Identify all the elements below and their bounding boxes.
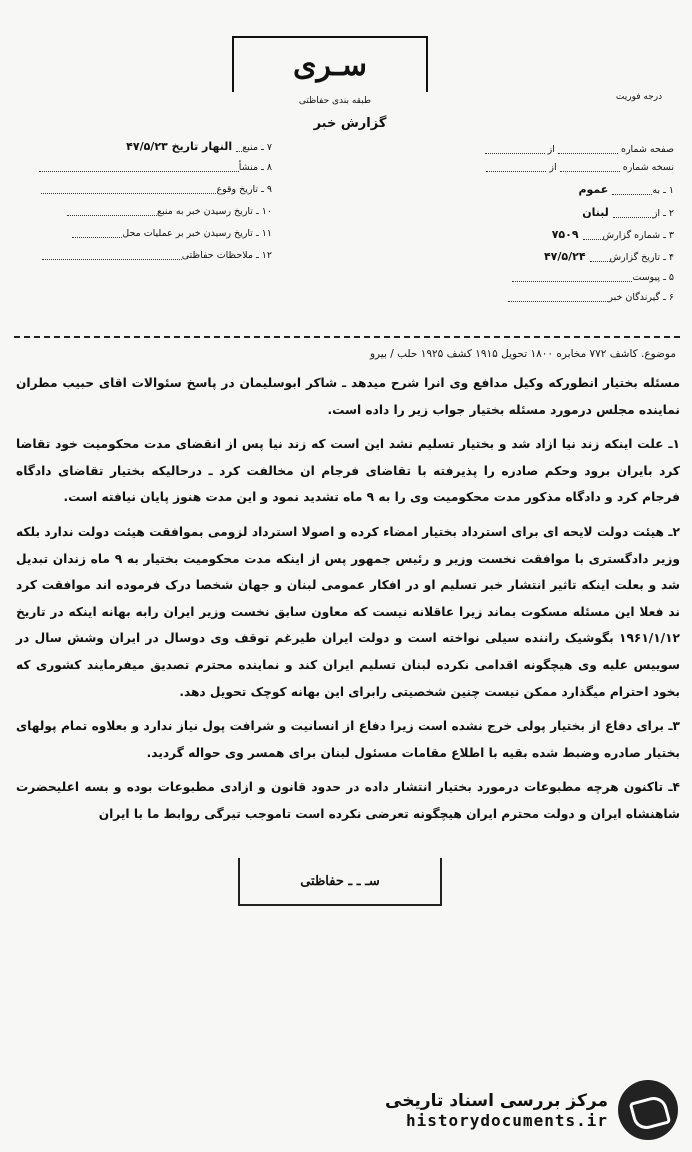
dotted-line — [558, 145, 618, 154]
organization-name: مرکز بررسی اسناد تاریخی — [385, 1090, 608, 1111]
body-paragraph: ۴ـ تاکنون هرچه مطبوعات درمورد بختیار انتشار داده در حدود قانون و ازادی مطبوعات بوده و بسه اعلیحضرت شاهنشاه ایران و دولت محترم ایران هیچگونه تعرضی نکرده است تاموجب تیرگی روابط ما با ایران — [16, 780, 680, 821]
field-to — [578, 183, 674, 196]
body-paragraph: ۱ـ علت اینکه زند نیا ازاد شد و بختیار تسلیم نشد این است که زند نیا پس از انقضای مدت محکومیت خود تقاضا کرد بایران برود وحکم صادره را پذیرفته با تقاضای فرجام ان مخالفت کرد ـ درحالیکه بختیار تقاضای دادگاه فرجام کرد و دادگاه مذکور مدت محکومیت وی را به ۹ ماه تشدید نمود و این مدت هنوز پایان نیافته است. — [16, 437, 680, 505]
field-label: ۱ ـ به — [652, 185, 674, 196]
field-source — [126, 140, 272, 153]
field-label: ۱۱ ـ تاریخ رسیدن خبر بر عملیات محل — [122, 228, 272, 239]
dotted-line — [42, 251, 182, 260]
dotted-line — [508, 293, 608, 302]
dotted-line — [583, 231, 603, 240]
dotted-line — [39, 163, 239, 172]
document-body — [16, 370, 680, 836]
dotted-line — [612, 186, 652, 195]
report-title: گزارش خبر — [313, 116, 387, 131]
dotted-line — [590, 253, 610, 262]
priority-label: درجه فوریت — [615, 92, 663, 102]
field-label: ۹ ـ تاریخ وقوع — [216, 184, 272, 195]
field-label: ۴ ـ تاریخ گزارش — [609, 252, 674, 263]
dotted-line — [613, 209, 653, 218]
field-label: صفحه شماره — [620, 144, 674, 155]
field-recipients — [508, 292, 674, 303]
dotted-line — [41, 185, 216, 194]
classification-subtitle: طبقه بندی حفاظتی — [298, 96, 372, 106]
website-url[interactable]: historydocuments.ir — [405, 1110, 608, 1130]
field-value: ۷۵۰۹ — [551, 228, 579, 241]
field-label: نسخه شماره — [622, 162, 674, 173]
dotted-line — [485, 145, 545, 154]
field-source-received-date — [67, 206, 272, 217]
field-report-date — [544, 250, 674, 263]
field-occurrence-date — [41, 184, 272, 195]
classification-stamp: سـری — [232, 36, 428, 92]
field-value: النهار تاریخ ۴۷/۵/۲۳ — [126, 140, 233, 153]
field-label: ۸ ـ منشأ — [238, 162, 272, 173]
field-security-notes — [42, 250, 272, 261]
footer-text — [385, 1091, 608, 1130]
section-divider — [14, 336, 680, 338]
field-value: عموم — [578, 183, 609, 196]
field-label: ۱۰ ـ تاریخ رسیدن خبر به منبع — [157, 206, 272, 217]
field-value: لبنان — [582, 206, 609, 219]
field-label: ۳ ـ شماره گزارش — [602, 230, 674, 241]
dotted-line — [512, 273, 632, 282]
archive-logo-icon — [618, 1080, 678, 1140]
dotted-line — [67, 207, 157, 216]
field-value: از — [549, 162, 557, 173]
field-page-number — [485, 144, 674, 155]
field-from — [582, 206, 674, 219]
field-label: ۱۲ ـ ملاحظات حفاظتی — [181, 250, 272, 261]
field-copy-number — [486, 162, 674, 173]
dotted-line — [72, 229, 122, 238]
footer-watermark — [385, 1080, 678, 1140]
field-value: ۴۷/۵/۲۴ — [543, 250, 586, 263]
field-value: از — [547, 144, 555, 155]
body-paragraph: ۲ـ هیئت دولت لایحه ای برای استرداد بختیار امضاء کرده و اصولا استرداد لزومی بموافقت هیئت دولت ندارد بلکه وزیر دادگستری با موافقت نخست وزیر و رئیس جمهور پس از اینکه مدت محکومیت بختیار به ۹ ماه زندان تبدیل شد و بعلت اینکه تاثیر انتشار خبر تسلیم او در افکار عمومی لبنان و جهان شخصا درک فرموده اند موافقت کرد ند فعلا این مسئله مسکوت بماند زیرا عاقلانه نیست که معاون سابق نخست وزیر ایران رابه بهانه اینکه در تاریخ ۱۹۶۱/۱/۱۲ بگوشیک راننده سیلی نواخته است و دولت ایران طیرغم توقف وی دوسال در ایران وشش سال در سوییس علیه وی هیچگونه اقدامی نکرده لبنان تسلیم ایران کند و نماینده محترم تصدیق میفرمایند کشوری که بخود احترام میگذارد ممکن نیست چنین شخصیتی رابرای این بهانه کوچک تحویل دهد. — [16, 524, 680, 699]
dotted-line — [560, 163, 620, 172]
field-operations-received-date — [72, 228, 272, 239]
dotted-line — [486, 163, 546, 172]
field-label: ۲ ـ از — [652, 208, 674, 219]
field-origin — [39, 162, 272, 173]
field-report-number — [552, 228, 674, 241]
field-attachment — [512, 272, 674, 283]
field-label: ۷ ـ منبع — [242, 142, 272, 153]
body-paragraph: ۳ـ برای دفاع از بختیار پولی خرج نشده است زیرا دفاع از انسانیت و شرافت پول نیاز ندارد و بعلاوه تمام پولهای بختیار صادره وضبط شده بقیه با اطلاع مقامات مسئول لبنان برای همسر وی حواله گردید. — [16, 719, 680, 760]
body-paragraph: مسئله بختیار انطورکه وکیل مدافع وی انرا شرح میدهد ـ شاکر ابوسلیمان در پاسخ سئوالات اقای حبیب مطران نماینده مجلس درمورد مسئله بختیار جواب زیر را داده است. — [16, 376, 680, 417]
security-signature-stamp: سـ ـ ـ حفاظتی — [238, 858, 442, 906]
field-label: ۶ ـ گیرندگان خبر — [608, 292, 674, 303]
subject-line: موضوع. کاشف ۷۷۲ مخابره ۱۸۰۰ تحویل ۱۹۱۵ کشف ۱۹۲۵ حلب / بیرو — [369, 348, 676, 360]
field-label: ۵ ـ پیوست — [632, 272, 674, 283]
